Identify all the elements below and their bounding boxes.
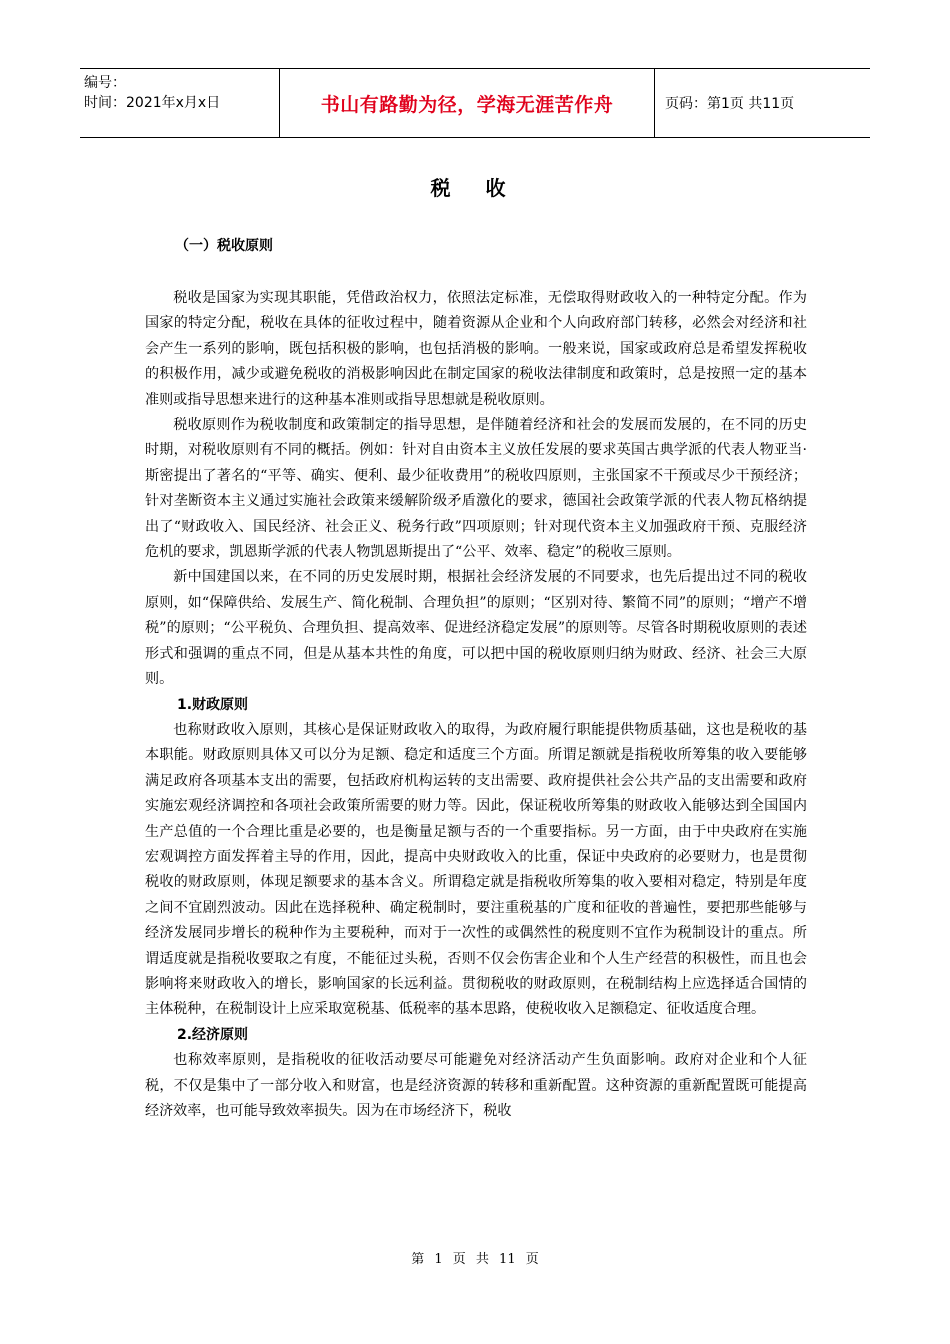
time-label: 时间：2021年x月x日 bbox=[84, 95, 221, 111]
header-page-info: 页码：第1页 共11页 bbox=[665, 96, 795, 112]
paragraph: 新中国建国以来，在不同的历史发展时期，根据社会经济发展的不同要求，也先后提出过不同的税收原则，如“保障供给、发展生产、简化税制、合理负担”的原则；“区别对待、繁简不同”的原则；“增产不增税”的原则；“公平税负、合理负担、提高效率、促进经济稳定发展”的原则等。尽管各时期税收原则的表述形式和强调的重点不同，但是从基本共性的角度，可以把中国的税收原则归纳为财政、经济、社会三大原则。 bbox=[145, 569, 807, 688]
section-heading: （一）税收原则 bbox=[175, 238, 273, 254]
paragraph: 也称效率原则，是指税收的征收活动要尽可能避免对经济活动产生负面影响。政府对企业和个人征税，不仅是集中了一部分收入和财富，也是经济资源的转移和重新配置。这种资源的重新配置既可能提高经济效率，也可能导致效率损失。因为在市场经济下，税收 bbox=[145, 1052, 807, 1119]
paragraph: 税收原则作为税收制度和政策制定的指导思想，是伴随着经济和社会的发展而发展的，在不同的历史时期，对税收原则有不同的概括。例如：针对自由资本主义放任发展的要求英国古典学派的代表人物亚当·斯密提出了著名的“平等、确实、便利、最少征收费用”的税收四原则，主张国家不干预或尽少干预经济；针对垄断资本主义通过实施社会政策来缓解阶级矛盾激化的要求，德国社会政策学派的代表人物瓦格纳提出了“财政收入、国民经济、社会正义、税务行政”四项原则；针对现代资本主义加强政府干预、克服经济危机的要求，凯恩斯学派的代表人物凯恩斯提出了“公平、效率、稳定”的税收三原则。 bbox=[145, 417, 807, 561]
subsection-heading-economic: 2.经济原则 bbox=[177, 1026, 249, 1043]
document-header bbox=[80, 68, 870, 138]
paragraph: 也称财政收入原则，其核心是保证财政收入的取得，为政府履行职能提供物质基础，这也是税收的基本职能。财政原则具体又可以分为足额、稳定和适度三个方面。所谓足额就是指税收所筹集的收入要能够满足政府各项基本支出的需要，包括政府机构运转的支出需要、政府提供社会公共产品的支出需要和政府实施宏观经济调控和各项社会政策所需要的财力等。因此，保证税收所筹集的财政收入能够达到全国国内生产总值的一个合理比重是必要的，也是衡量足额与否的一个重要指标。另一方面，由于中央政府在实施宏观调控方面发挥着主导的作用，因此，提高中央财政收入的比重，保证中央政府的必要财力，也是贯彻税收的财政原则，体现足额要求的基本含义。所谓稳定就是指税收所筹集的收入要相对稳定，特别是年度之间不宜剧烈波动。因此在选择税种、确定税制时，要注重税基的广度和征收的普遍性，要把那些能够与经济发展同步增长的税种作为主要税种，而对于一次性的或偶然性的税度则不宜作为税制设计的重点。所谓适度就是指税收要取之有度，不能征过头税，否则不仅会伤害企业和个人生产经营的积极性，而且也会影响将来财政收入的增长，影响国家的长远利益。贯彻税收的财政原则，在税制结构上应选择适合国情的主体税种，在税制设计上应采取宽税基、低税率的基本思路，使税收收入足额稳定、征收适度合理。 bbox=[145, 721, 807, 1018]
paragraph: 税收是国家为实现其职能，凭借政治权力，依照法定标准，无偿取得财政收入的一种特定分配。作为国家的特定分配，税收在具体的征收过程中，随着资源从企业和个人向政府部门转移，必然会对经济和社会产生一系列的影响，既包括积极的影响，也包括消极的影响。一般来说，国家或政府总是希望发挥税收的积极作用，减少或避免税收的消极影响因此在制定国家的税收法律制度和政策时，总是按照一定的基本准则或指导思想来进行的这种基本准则或指导思想就是税收原则。 bbox=[145, 290, 807, 408]
page-footer: 第 1 页 共 11 页 bbox=[411, 1252, 539, 1267]
header-meta-cell bbox=[80, 69, 280, 137]
doc-title: 税 收 bbox=[430, 176, 520, 200]
subsection-heading-fiscal: 1.财政原则 bbox=[177, 696, 249, 713]
number-label: 编号： bbox=[84, 75, 126, 91]
header-motto: 书山有路勤为径，学海无涯苦作舟 bbox=[280, 69, 655, 137]
document-body bbox=[145, 234, 807, 1124]
